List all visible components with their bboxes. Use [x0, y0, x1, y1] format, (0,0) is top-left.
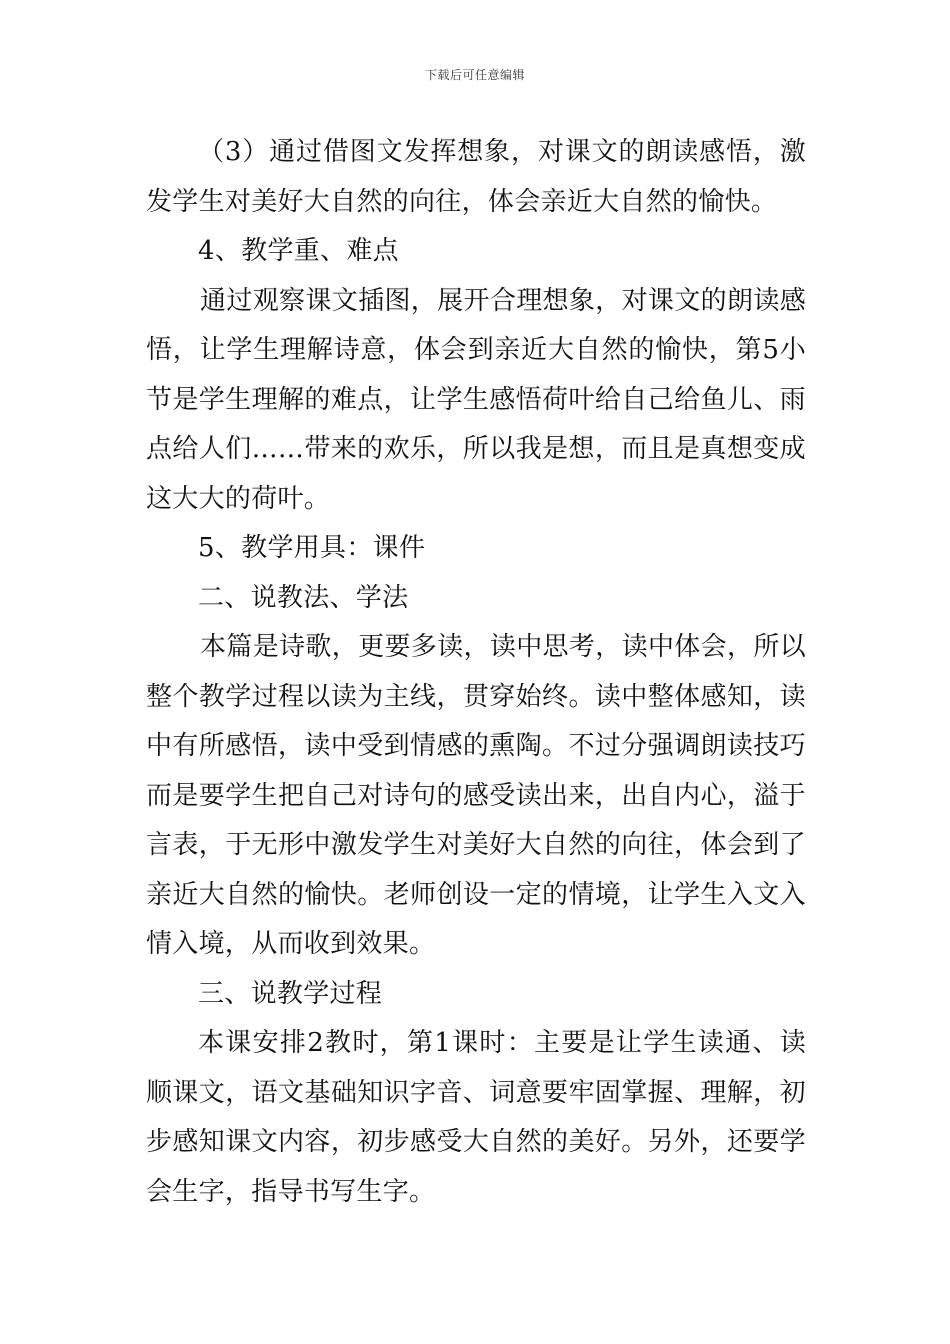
document-body	[146, 128, 806, 1217]
heading-teaching-tools: 5、教学用具：课件	[198, 533, 426, 563]
header-note: 下载后可任意编辑	[424, 68, 525, 82]
paragraph-teaching-methods: 本篇是诗歌，更要多读，读中思考，读中体会，所以整个教学过程以读为主线，贯穿始终。读中整体感知，读中有所感悟，读中受到情感的熏陶。不过分强调朗读技巧而是要学生把自己对诗句的感受读出来，出自内心，溢于言表，于无形中激发学生对美好大自然的向往，体会到了亲近大自然的愉快。老师创设一定的情境，让学生入文入情入境，从而收到效果。	[146, 632, 806, 959]
paragraph-teaching-process: 本课安排2教时，第1课时：主要是让学生读通、读顺课文，语文基础知识字音、词意要牢固掌握、理解，初步感知课文内容，初步感受大自然的美好。另外，还要学会生字，指导书写生字。	[146, 1028, 806, 1207]
paragraph-objective-3: （3）通过借图文发挥想象，对课文的朗读感悟，激发学生对美好大自然的向往，体会亲近大自然的愉快。	[146, 137, 806, 217]
heading-key-difficult-points: 4、教学重、难点	[198, 236, 399, 266]
heading-teaching-process: 三、说教学过程	[198, 978, 383, 1009]
heading-teaching-methods: 二、说教法、学法	[198, 582, 409, 613]
paragraph-key-difficult-points: 通过观察课文插图，展开合理想象，对课文的朗读感悟，让学生理解诗意，体会到亲近大自然的愉快，第5小节是学生理解的难点，让学生感悟荷叶给自己给鱼儿、雨点给人们……带来的欢乐，所以我是想，而且是真想变成这大大的荷叶。	[146, 285, 806, 514]
